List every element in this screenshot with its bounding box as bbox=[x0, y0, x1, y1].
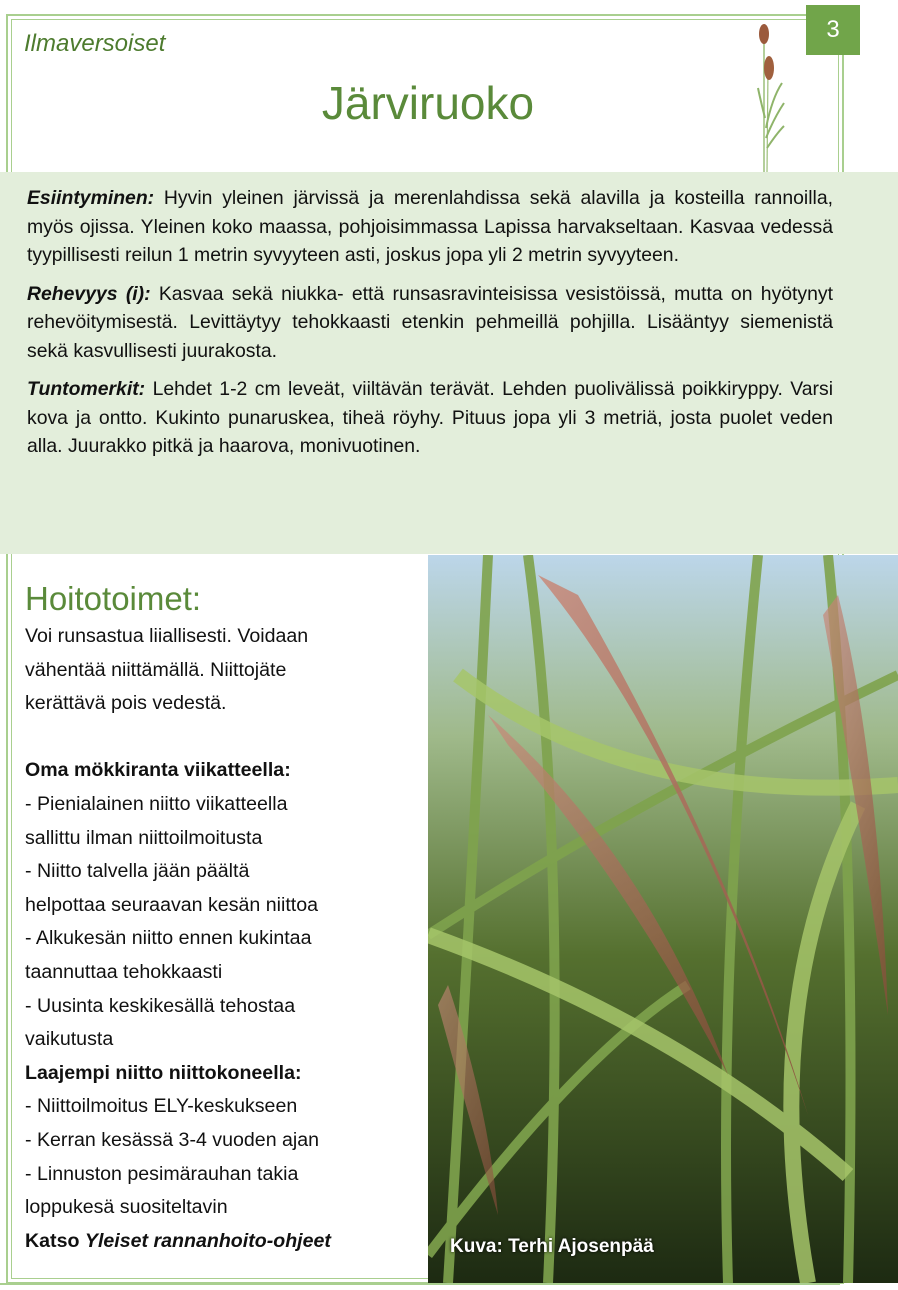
page-title: Järviruoko bbox=[321, 77, 535, 129]
general-guidelines-reference: Yleiset rannanhoito-ohjeet bbox=[84, 1229, 331, 1252]
category-label: Ilmaversoiset bbox=[24, 30, 166, 57]
info-eutrophication bbox=[27, 280, 833, 366]
care-line: taannuttaa tehokkaasti bbox=[25, 960, 223, 983]
care-line: - Pienialainen niitto viikatteella bbox=[25, 792, 288, 815]
info-text: Lehdet 1-2 cm leveät, viiltävän terävät. Lehden puolivälissä poikkiryppy. Varsi kova ja ontto. Kukinto punaruskea, tiheä röyhy. Pituus jopa yli 3 metriä, josta puolet veden alla. Juurakko pitkä ja haarova, monivuotinen. bbox=[27, 378, 833, 457]
care-line: - Niitto talvella jään päältä bbox=[25, 860, 250, 883]
care-line: vaikutusta bbox=[25, 1028, 114, 1051]
info-label: Rehevyys (i): bbox=[27, 282, 151, 305]
care-line: - Uusinta keskikesällä tehostaa bbox=[25, 994, 296, 1017]
care-line: kerättävä pois vedestä. bbox=[25, 692, 227, 715]
info-label: Tuntomerkit: bbox=[27, 378, 146, 400]
care-line: loppukesä suositeltavin bbox=[25, 1196, 228, 1219]
care-section bbox=[25, 580, 425, 1258]
care-line: - Linnuston pesimärauhan takia bbox=[25, 1162, 299, 1185]
care-line: vähentää niittämällä. Niittojäte bbox=[25, 658, 287, 681]
reed-illustration bbox=[742, 18, 786, 173]
care-line: sallittu ilman niittoilmoitusta bbox=[25, 826, 263, 849]
section-title-machine: Laajempi niitto niittokoneella: bbox=[25, 1061, 302, 1084]
info-occurrence bbox=[27, 184, 833, 270]
care-line: - Alkukesän niitto ennen kukintaa bbox=[25, 927, 312, 950]
care-line: - Niittoilmoitus ELY-keskukseen bbox=[25, 1095, 298, 1118]
photo-credit: Kuva: Terhi Ajosenpää bbox=[450, 1236, 654, 1257]
see-also bbox=[25, 1225, 425, 1259]
info-section bbox=[27, 184, 833, 471]
care-line: helpottaa seuraavan kesän niittoa bbox=[25, 893, 319, 916]
reed-photo bbox=[428, 555, 898, 1283]
info-text: Kasvaa sekä niukka- että runsasravinteisissa vesistöissä, mutta on hyötynyt rehevöitymisestä. Levittäytyy tehokkaasti etenkin pehmeillä pohjilla. Lisääntyy siemenistä sekä kasvullisesti juurakosta. bbox=[27, 282, 833, 362]
bottom-border bbox=[0, 1283, 840, 1285]
info-text: Hyvin yleinen järvissä ja merenlahdissa sekä alavilla ja kosteilla rannoilla, myös ojissa. Yleinen koko maassa, pohjoisimmassa Lapissa harvakseltaan. Kasvaa vedessä tyypillisesti reilun 1 metrin syvyyteen asti, joskus jopa yli 2 metrin syvyyteen. bbox=[27, 187, 833, 266]
care-line: - Kerran kesässä 3-4 vuoden ajan bbox=[25, 1128, 320, 1151]
see-also-prefix: Katso bbox=[25, 1229, 85, 1252]
info-label: Esiintyminen: bbox=[27, 187, 155, 209]
section-title-scythe: Oma mökkiranta viikatteella: bbox=[25, 759, 291, 782]
spacer bbox=[25, 721, 425, 755]
care-title: Hoitotoimet: bbox=[25, 580, 202, 617]
page-number-badge: 3 bbox=[806, 5, 860, 55]
info-identification bbox=[27, 375, 833, 461]
care-line: Voi runsastua liiallisesti. Voidaan bbox=[25, 625, 309, 647]
